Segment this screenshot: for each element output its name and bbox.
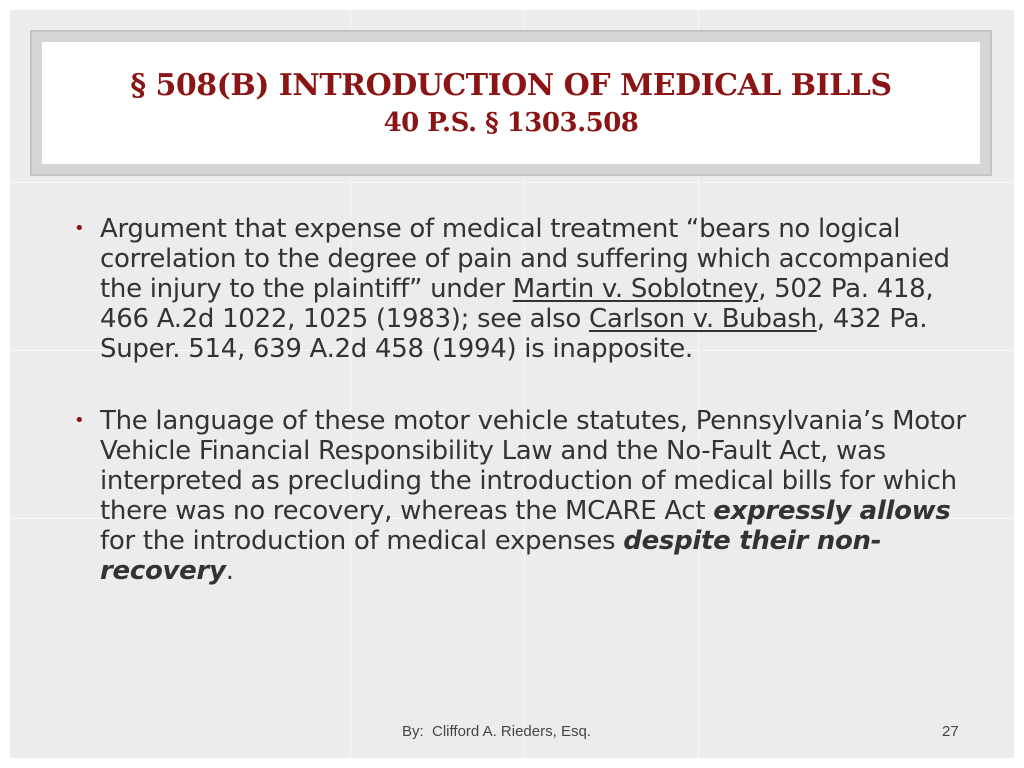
bullet-text: , 502 Pa. 418, 466 A.2d 1022, 1025 (1983); see also bbox=[100, 274, 934, 334]
bullet-item-2 bbox=[72, 406, 982, 586]
grid-line bbox=[10, 182, 1014, 183]
bullet-text: for the introduction of medical expenses bbox=[100, 526, 624, 556]
case-citation-martin: Martin v. Soblotney bbox=[512, 274, 759, 304]
bullet-item-1 bbox=[72, 214, 982, 364]
footer-author: By: Clifford A. Rieders, Esq. bbox=[402, 723, 591, 740]
bullet-text: The language of these motor vehicle statutes, Pennsylvania’s Motor Vehicle Financial Responsibility Law and the No-Fault Act, was interpreted as precluding the introduction of medical bills for which there was no recovery, whereas the MCARE Act bbox=[100, 406, 966, 526]
page-number: 27 bbox=[942, 723, 959, 740]
slide-title: § 508(B) INTRODUCTION OF MEDICAL BILLS bbox=[130, 68, 892, 103]
bullet-text: Argument that expense of medical treatment “bears no logical correlation to the degree of pain and suffering which accompanied the injury to the plaintiff” under bbox=[100, 214, 950, 304]
title-box bbox=[42, 42, 980, 164]
slide-subtitle: 40 P.S. § 1303.508 bbox=[383, 108, 639, 138]
emphasis-non-recovery: despite their non-recovery bbox=[100, 526, 882, 586]
title-frame bbox=[30, 30, 992, 176]
slide bbox=[10, 10, 1014, 758]
bullet-text: . bbox=[225, 556, 234, 586]
bullet-marker: • bbox=[74, 410, 85, 431]
case-citation-carlson: Carlson v. Bubash bbox=[588, 304, 817, 334]
emphasis-expressly-allows: expressly allows bbox=[713, 496, 951, 526]
bullet-list bbox=[72, 214, 982, 586]
bullet-marker: • bbox=[74, 218, 85, 239]
bullet-text: , 432 Pa. Super. 514, 639 A.2d 458 (1994) is inapposite. bbox=[100, 304, 928, 364]
